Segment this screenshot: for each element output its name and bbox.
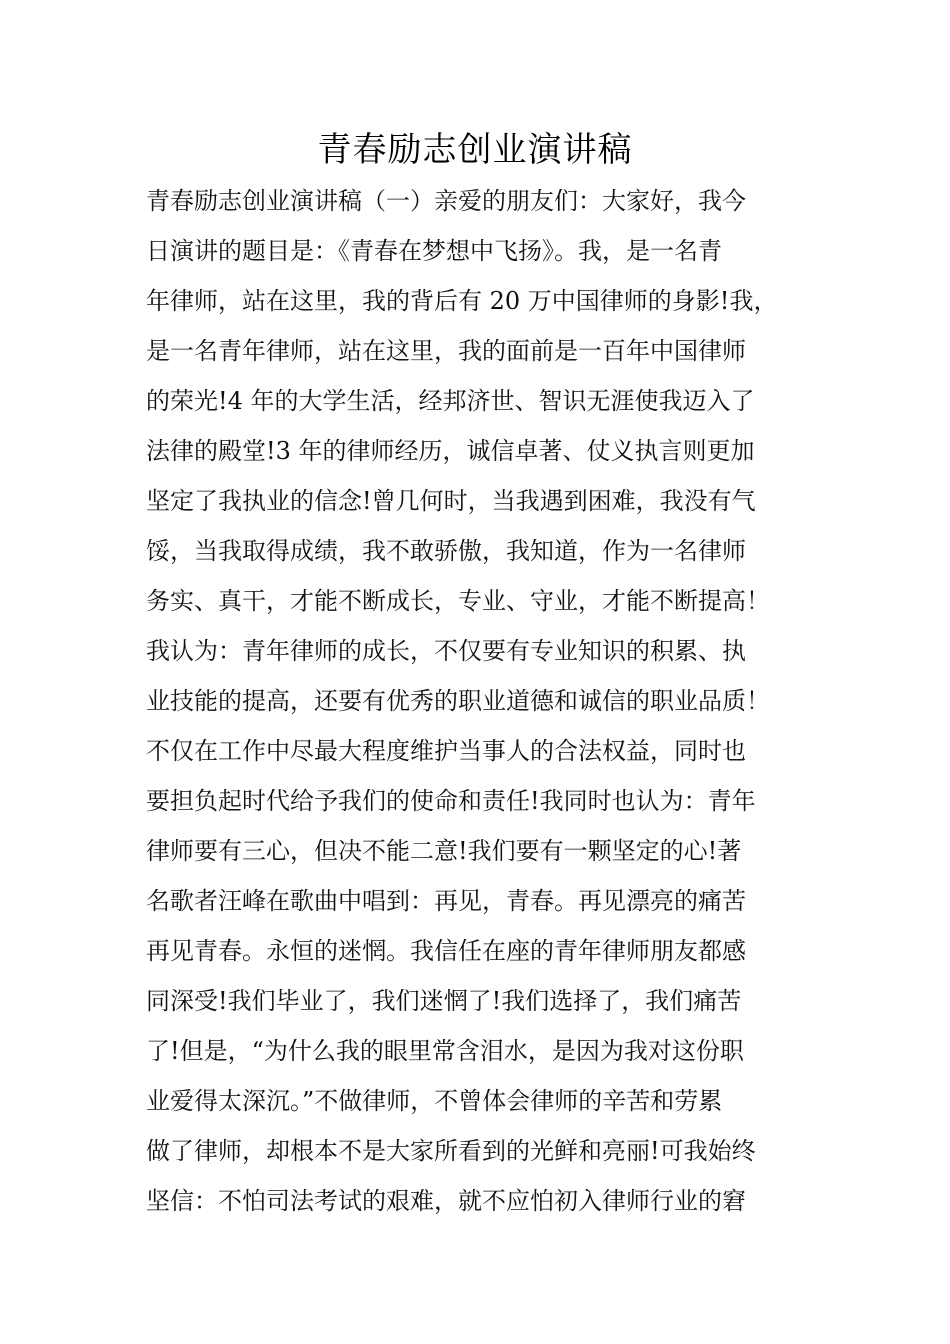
body-line: 再见青春。永恒的迷惘。我信任在座的青年律师朋友都感 bbox=[146, 937, 746, 965]
body-line: 做了律师，却根本不是大家所看到的光鲜和亮丽!可我始终 bbox=[146, 1137, 756, 1165]
body-line: 日演讲的题目是：《青春在梦想中飞扬》。我，是一名青 bbox=[146, 237, 722, 265]
body-line: 馁，当我取得成绩，我不敢骄傲，我知道，作为一名律师 bbox=[146, 537, 746, 565]
document-title: 青春励志创业演讲稿 bbox=[317, 130, 633, 170]
body-line: 业爱得太深沉。”不做律师，不曾体会律师的辛苦和劳累 bbox=[146, 1087, 723, 1115]
body-line: 法律的殿堂!3 年的律师经历，诚信卓著、仗义执言则更加 bbox=[146, 437, 755, 465]
body-line: 不仅在工作中尽最大程度维护当事人的合法权益，同时也 bbox=[146, 737, 746, 765]
body-line: 律师要有三心，但决不能二意!我们要有一颗坚定的心!著 bbox=[146, 837, 742, 865]
body-line: 务实、真干，才能不断成长，专业、守业，才能不断提高！ bbox=[146, 587, 770, 615]
body-line: 业技能的提高，还要有优秀的职业道德和诚信的职业品质！ bbox=[146, 687, 770, 715]
body-line: 的荣光!4 年的大学生活，经邦济世、智识无涯使我迈入了 bbox=[146, 387, 755, 415]
body-line: 青春励志创业演讲稿（一）亲爱的朋友们：大家好，我今 bbox=[146, 187, 746, 215]
document-body bbox=[146, 176, 816, 1226]
body-line: 我认为：青年律师的成长，不仅要有专业知识的积累、执 bbox=[146, 637, 746, 665]
body-line: 年律师，站在这里，我的背后有 20 万中国律师的身影!我， bbox=[146, 287, 778, 315]
body-line: 了!但是，“为什么我的眼里常含泪水，是因为我对这份职 bbox=[146, 1037, 744, 1065]
body-line: 是一名青年律师，站在这里，我的面前是一百年中国律师 bbox=[146, 337, 746, 365]
body-line: 坚信：不怕司法考试的艰难，就不应怕初入律师行业的窘 bbox=[146, 1187, 746, 1215]
body-line: 要担负起时代给予我们的使命和责任!我同时也认为：青年 bbox=[146, 787, 756, 815]
body-line: 名歌者汪峰在歌曲中唱到：再见，青春。再见漂亮的痛苦 bbox=[146, 887, 746, 915]
body-line: 坚定了我执业的信念!曾几何时，当我遇到困难，我没有气 bbox=[146, 487, 756, 515]
body-line: 同深受!我们毕业了，我们迷惘了!我们选择了，我们痛苦 bbox=[146, 987, 742, 1015]
